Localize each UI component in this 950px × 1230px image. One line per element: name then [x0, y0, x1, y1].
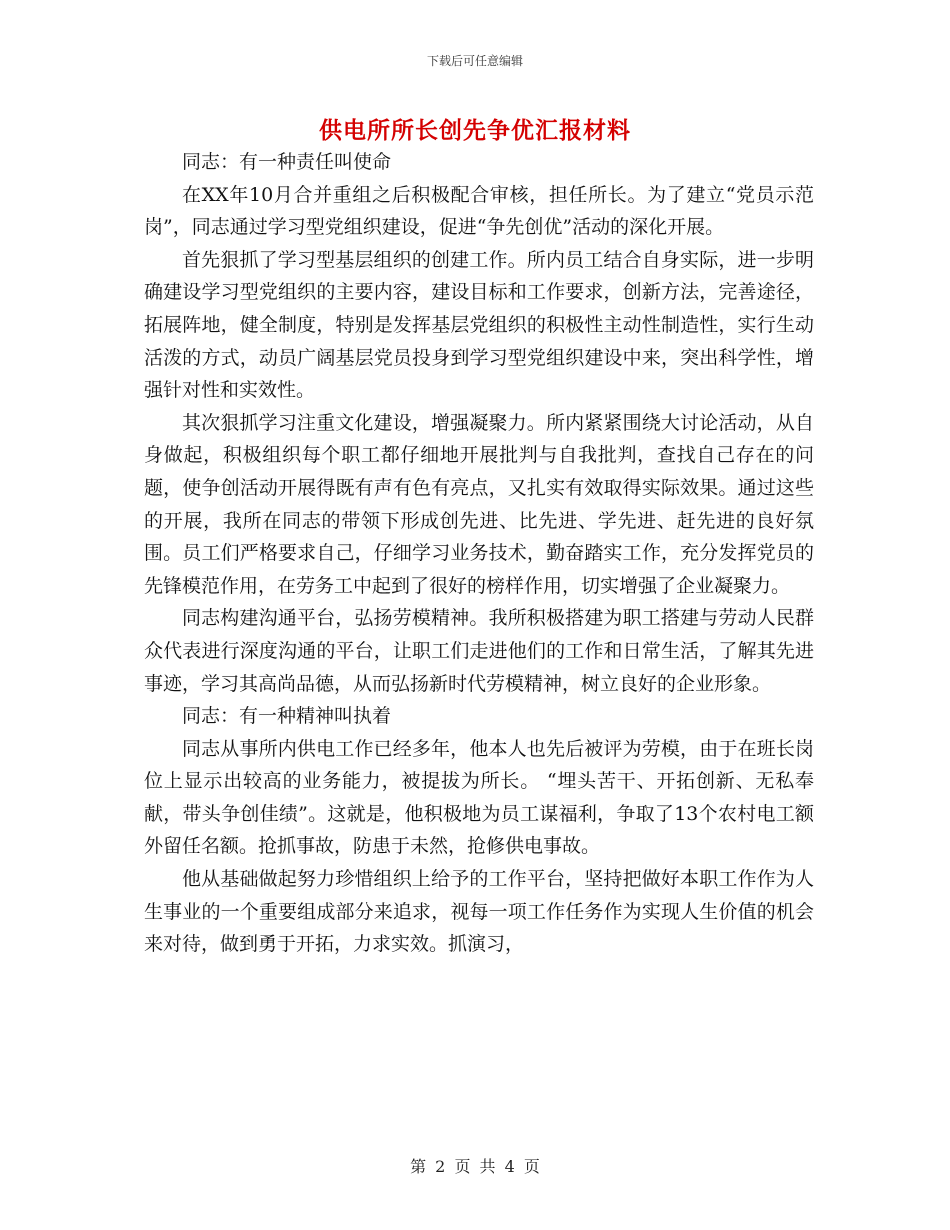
document-body	[144, 146, 814, 961]
paragraph: 同志从事所内供电工作已经多年，他本人也先后被评为劳模，由于在班长岗位上显示出较高的业务能力，被提拔为所长。 “埋头苦干、开拓创新、无私奉献，带头争创佳绩”。这就是，他积极地为员工谋福利，争取了13个农村电工额外留任名额。抢抓事故，防患于未然，抢修供电事故。	[144, 737, 814, 858]
section-heading-2: 同志：有一种精神叫执着	[182, 705, 392, 728]
page-number-footer: 第 2 页 共 4 页	[410, 1157, 540, 1176]
header-note: 下载后可任意编辑	[426, 54, 523, 68]
paragraph: 在XX年10月合并重组之后积极配合审核，担任所长。为了建立“党员示范岗”，同志通过学习型党组织建设，促进“争先创优”活动的深化开展。	[144, 183, 814, 239]
paragraph: 首先狠抓了学习型基层组织的创建工作。所内员工结合自身实际，进一步明确建设学习型党组织的主要内容，建设目标和工作要求，创新方法，完善途径，拓展阵地，健全制度，特别是发挥基层党组织的积极性主动性制造性，实行生动活泼的方式，动员广阔基层党员投身到学习型党组织建设中来，突出科学性，增强针对性和实效性。	[144, 248, 814, 402]
paragraph: 其次狠抓学习注重文化建设，增强凝聚力。所内紧紧围绕大讨论活动，从自身做起，积极组织每个职工都仔细地开展批判与自我批判，查找自己存在的问题，使争创活动开展得既有声有色有亮点，又扎实有效取得实际效果。通过这些的开展，我所在同志的带领下形成创先进、比先进、学先进、赶先进的良好氛围。员工们严格要求自己，仔细学习业务技术，勤奋踏实工作，充分发挥党员的先锋模范作用，在劳务工中起到了很好的榜样作用，切实增强了企业凝聚力。	[144, 411, 814, 597]
paragraph: 他从基础做起努力珍惜组织上给予的工作平台，坚持把做好本职工作作为人生事业的一个重要组成部分来追求，视每一项工作任务作为实现人生价值的机会来对待，做到勇于开拓，力求实效。抓演习，	[144, 868, 814, 956]
section-heading-1: 同志：有一种责任叫使命	[182, 151, 392, 173]
paragraph: 同志构建沟通平台，弘扬劳模精神。我所积极搭建为职工搭建与劳动人民群众代表进行深度沟通的平台，让职工们走进他们的工作和日常生活，了解其先进事迹，学习其高尚品德，从而弘扬新时代劳模精神，树立良好的企业形象。	[144, 607, 814, 695]
document-title: 供电所所长创先争优汇报材料	[319, 117, 631, 144]
